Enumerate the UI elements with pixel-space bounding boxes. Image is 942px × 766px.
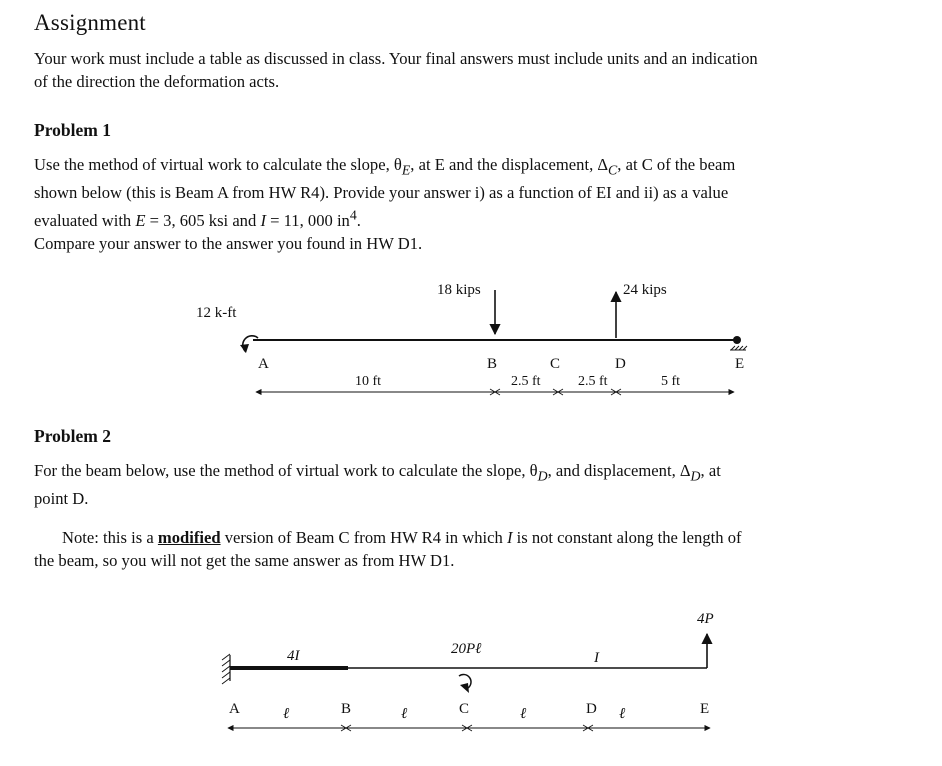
p2-line-2: point D.	[34, 489, 89, 509]
p1-point-b: B	[487, 356, 498, 372]
problem-2-note: Note: this is a modified version of Beam C from HW R4 in which I is not constant along the length of the beam, so you will not get the same answer as from HW D1.	[34, 528, 742, 570]
p2-dim-l-3: ℓ	[520, 706, 527, 722]
p2-point-c: C	[459, 701, 470, 717]
page-title: Assignment	[34, 10, 146, 35]
p2-dim-l-4: ℓ	[619, 706, 626, 722]
p2-inertia-i: I	[594, 650, 599, 666]
p2-moment-label: 20Pℓ	[451, 641, 482, 657]
p1-line-3: evaluated with E = 3, 605 ksi and I = 11, 000 $in^4$.	[34, 207, 361, 231]
p2-inertia-4i: 4I	[287, 648, 300, 664]
p2-point-a: A	[229, 701, 240, 717]
p1-line-2: shown below (this is Beam A from HW R4). Provide your answer i) as a function of EI and ii) as a value	[34, 183, 729, 203]
p2-point-b: B	[341, 701, 352, 717]
p1-load-18-label: 18 kips	[437, 282, 481, 298]
problem-2-heading: Problem 2	[34, 426, 111, 446]
p2-force-label: 4P	[697, 611, 714, 627]
p1-dim-2-5ft-b: 2.5 ft	[578, 374, 608, 389]
p2-dim-l-2: ℓ	[401, 706, 408, 722]
p1-moment-label: 12 k-ft	[196, 305, 237, 321]
intro-line-1: Your work must include a table as discussed in class. Your final answers must include units and an indication	[34, 49, 758, 68]
p1-load-24-label: 24 kips	[623, 282, 667, 298]
p1-dim-5ft: 5 ft	[661, 374, 681, 389]
p1-point-d: D	[615, 356, 626, 372]
p1-point-c: C	[550, 356, 561, 372]
intro-line-2: of the direction the deformation acts.	[34, 71, 280, 91]
p2-point-d: D	[586, 701, 597, 717]
p1-dim-10ft: 10 ft	[355, 374, 382, 389]
p2-point-e: E	[700, 701, 710, 717]
p1-point-a: A	[258, 356, 269, 372]
p1-line-1: Use the method of virtual work to calculate the slope, $\theta_E$, at E and the displacement, $\Delta_C$, at C of the beam	[34, 155, 736, 178]
p1-dim-2-5ft-a: 2.5 ft	[511, 374, 541, 389]
p1-point-e: E	[735, 356, 745, 372]
p1-line-4: Compare your answer to the answer you found in HW D1.	[34, 234, 423, 254]
problem-1-heading: Problem 1	[34, 120, 111, 140]
modified-emphasis: modified	[157, 528, 221, 547]
p2-line-1: For the beam below, use the method of virtual work to calculate the slope, $\theta_D$, and displacement, $\Delta_D$, at	[34, 461, 721, 484]
p2-dim-l-1: ℓ	[283, 706, 290, 722]
